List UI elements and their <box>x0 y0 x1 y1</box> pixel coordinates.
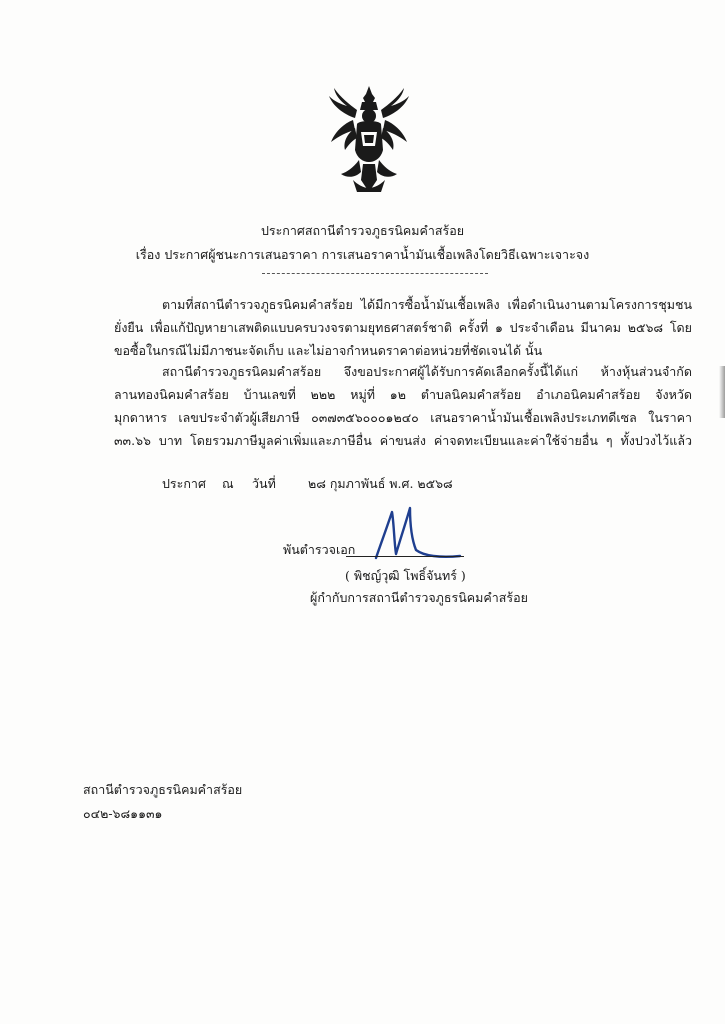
signature-line <box>346 556 464 557</box>
announcement-date: ๒๘ กุมภาพันธ์ พ.ศ. ๒๕๖๘ <box>308 476 453 491</box>
date-announced-label: ประกาศ <box>162 476 206 491</box>
paragraph-1-line-1: ตามที่สถานีตำรวจภูธรนิคมคำสร้อย ได้มีการซื้อน้ำมันเชื้อเพลิง เพื่อดำเนินงานตามโครงการชุมชน <box>162 297 692 312</box>
paragraph-2-line-2: ลานทองนิคมคำสร้อย บ้านเลขที่ ๒๒๒ หมู่ที่ ๑๒ ตำบลนิคมคำสร้อย อำเภอนิคมคำสร้อย จังหวัด <box>114 387 692 402</box>
date-at-label: ณ <box>222 476 234 491</box>
announcement-date-line <box>162 474 492 494</box>
paragraph-1-line-2: ยั่งยืน เพื่อแก้ปัญหายาเสพติดแบบครบวงจรตามยุทธศาสตร์ชาติ ครั้งที่ ๑ ประจำเดือน มีนาคม ๒๕๖๘ โดย <box>114 320 692 335</box>
garuda-emblem-icon <box>325 84 413 196</box>
paragraph-2-line-3: มุกดาหาร เลขประจำตัวผู้เสียภาษี ๐๓๗๓๕๖๐๐๐๑๒๔๐ เสนอราคาน้ำมันเชื้อเพลิงประเภทดีเซล ในราคา <box>114 410 692 425</box>
signer-position: ผู้กำกับการสถานีตำรวจภูธรนิคมคำสร้อย <box>310 590 528 605</box>
date-day-label: วันที่ <box>252 476 276 491</box>
paragraph-2-line-1: สถานีตำรวจภูธรนิคมคำสร้อย จึงขอประกาศผู้ได้รับการคัดเลือกครั้งนี้ได้แก่ ห้างหุ้นส่วนจำกัด <box>162 364 692 379</box>
signer-rank: พันตำรวจเอก <box>283 542 356 557</box>
signer-name: ( พิชญ์วุฒิ โพธิ์จันทร์ ) <box>345 568 466 583</box>
paragraph-1-line-3: ขอซื้อในกรณีไม่มีภาชนะจัดเก็บ และไม่อาจกำหนดราคาต่อหน่วยที่ชัดเจนได้ นั้น <box>114 343 543 358</box>
footer-phone: ๐๔๒-๖๘๑๑๓๑ <box>83 806 163 821</box>
announcement-title: ประกาศสถานีตำรวจภูธรนิคมคำสร้อย <box>260 223 465 238</box>
footer-organization: สถานีตำรวจภูธรนิคมคำสร้อย <box>83 782 243 797</box>
title-divider <box>262 273 488 274</box>
scan-edge-mark <box>719 366 725 418</box>
paragraph-2-line-4: ๓๓.๖๖ บาท โดยรวมภาษีมูลค่าเพิ่มและภาษีอื่น ค่าขนส่ง ค่าจดทะเบียนและค่าใช้จ่ายอื่น ๆ ทั้งปวงไว้แล้ว <box>114 433 692 448</box>
announcement-subject: เรื่อง ประกาศผู้ชนะการเสนอราคา การเสนอราคาน้ำมันเชื้อเพลิงโดยวิธีเฉพาะเจาะจง <box>135 247 590 262</box>
